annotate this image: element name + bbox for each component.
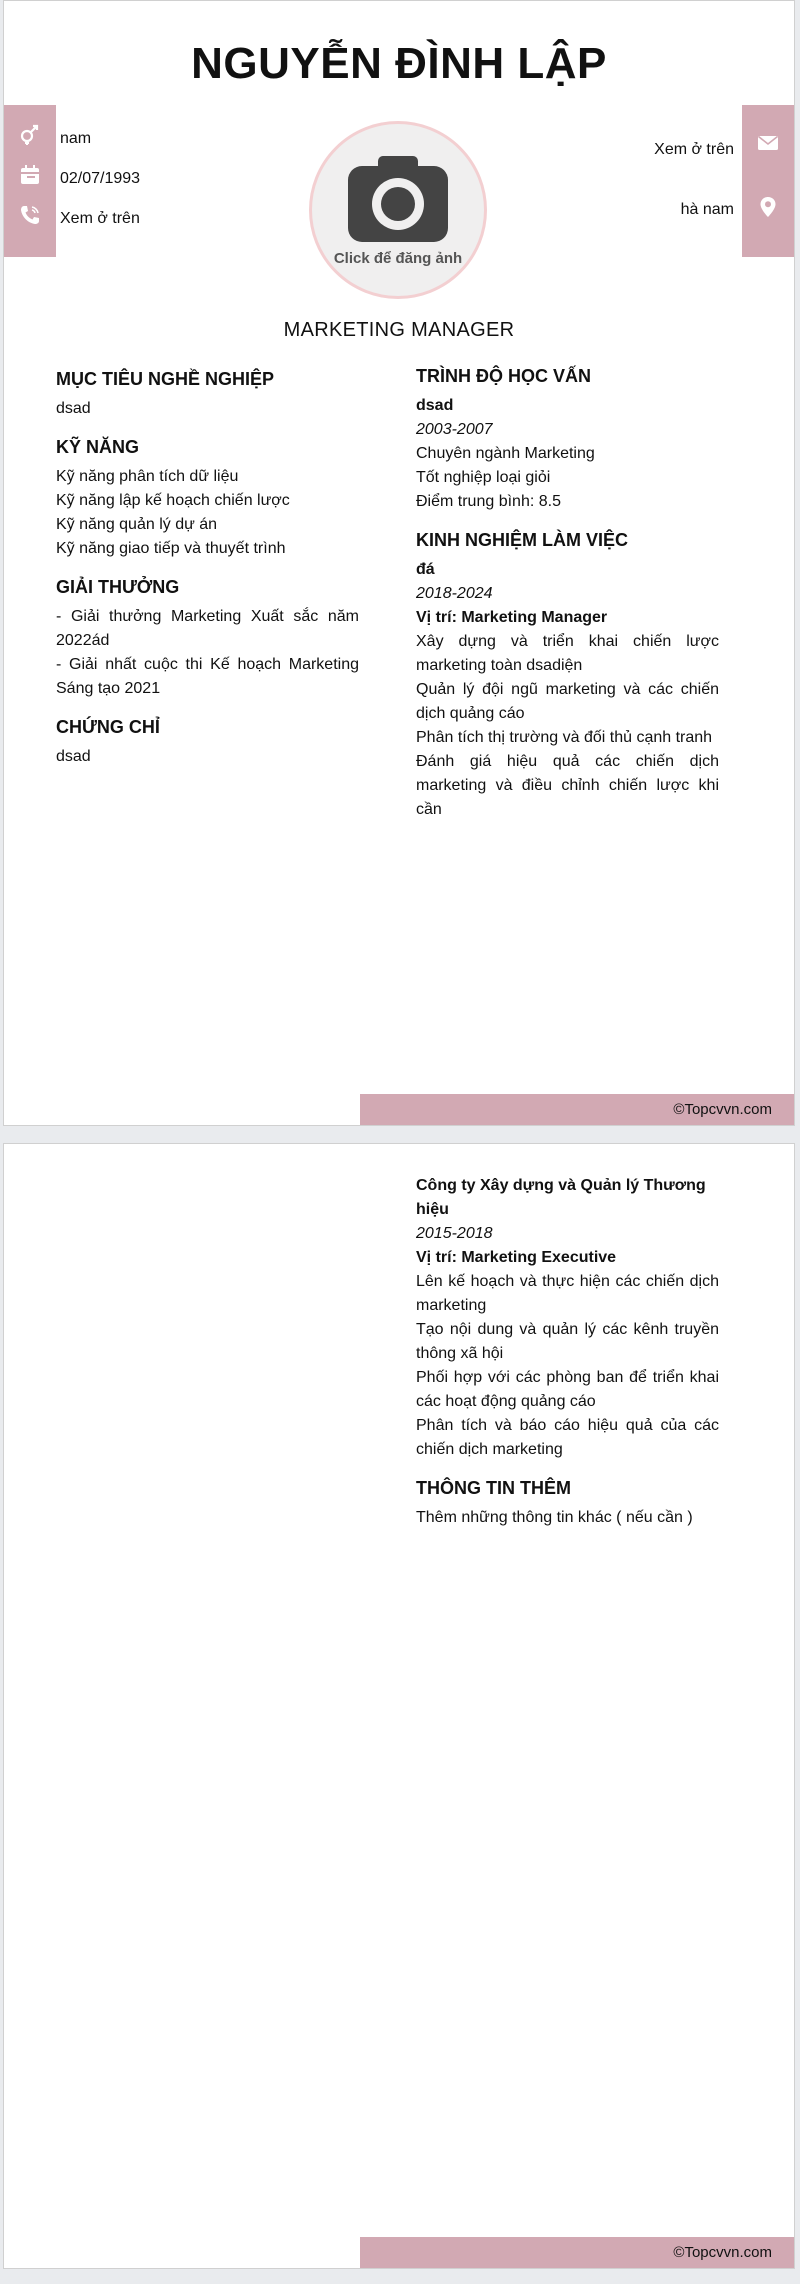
avatar-label: Click để đăng ảnh [333,249,463,267]
job-line[interactable]: Lên kế hoạch và thực hiện các chiến dịch marketing [416,1273,719,1314]
camera-icon [346,154,450,244]
education-line[interactable]: Điểm trung bình: 8.5 [416,493,561,510]
certificates-title: CHỨNG CHỈ [56,717,160,737]
contact-right [654,140,734,260]
address-value[interactable]: hà nam [680,201,734,218]
objective-title: MỤC TIÊU NGHỀ NGHIỆP [56,369,275,389]
job-line[interactable]: Quản lý đội ngũ marketing và các chiến dịch quảng cáo [416,681,719,722]
avatar-upload[interactable] [309,121,487,299]
left-column [56,367,359,769]
job-line[interactable]: Phân tích thị trường và đối thủ cạnh tranh [416,729,713,746]
right-icon-bar [742,105,794,257]
right-column-continued [416,1174,719,1530]
education-school[interactable]: dsad [416,397,454,414]
award-item[interactable]: - Giải thưởng Marketing Xuất sắc năm 2022ád [56,608,359,649]
experience-title: KINH NGHIỆM LÀM VIỆC [416,530,629,550]
contact-left [60,129,140,249]
job-company[interactable]: đá [416,561,435,578]
cv-page-1 [3,0,795,1126]
objective-text[interactable]: dsad [56,400,91,417]
education-line[interactable]: Chuyên ngành Marketing [416,445,595,462]
right-column [416,364,719,822]
education-period[interactable]: 2003-2007 [416,421,493,438]
location-icon [756,195,780,219]
job-period[interactable]: 2015-2018 [416,1225,493,1242]
cv-page-2 [3,1143,795,2269]
job-period[interactable]: 2018-2024 [416,585,493,602]
job-position[interactable]: Vị trí: Marketing Executive [416,1249,617,1266]
skill-item[interactable]: Kỹ năng lập kế hoạch chiến lược [56,492,290,509]
gender-icon [18,123,42,147]
job-line[interactable]: Phối hợp với các phòng ban để triển khai các hoạt động quảng cáo [416,1369,719,1410]
skill-item[interactable]: Kỹ năng quản lý dự án [56,516,218,533]
award-item[interactable]: - Giải nhất cuộc thi Kế hoạch Marketing Sáng tạo 2021 [56,656,359,697]
certificates-text[interactable]: dsad [56,748,91,765]
additional-text[interactable]: Thêm những thông tin khác ( nếu cần ) [416,1509,693,1526]
gender-value[interactable]: nam [60,130,92,147]
awards-title: GIẢI THƯỞNG [56,577,180,597]
additional-title: THÔNG TIN THÊM [416,1478,571,1498]
candidate-name[interactable]: NGUYỄN ĐÌNH LẬP [191,39,607,88]
left-icon-bar [4,105,56,257]
job-title[interactable]: MARKETING MANAGER [283,319,515,341]
education-title: TRÌNH ĐỘ HỌC VẤN [416,366,591,386]
job-position[interactable]: Vị trí: Marketing Manager [416,609,608,626]
job-line[interactable]: Tạo nội dung và quản lý các kênh truyền thông xã hội [416,1321,719,1362]
job-line[interactable]: Xây dựng và triển khai chiến lược marketing toàn dsadiện [416,633,719,674]
phone-icon [18,203,42,227]
skills-title: KỸ NĂNG [56,437,140,457]
education-line[interactable]: Tốt nghiệp loại giỏi [416,469,551,486]
job-line[interactable]: Phân tích và báo cáo hiệu quả của các chiến dịch marketing [416,1417,719,1458]
footer-brand: ©Topcvvn.com [360,2237,794,2268]
job-company[interactable]: Công ty Xây dựng và Quản lý Thương hiệu [416,1177,706,1218]
job-line[interactable]: Đánh giá hiệu quả các chiến dịch marketing và điều chỉnh chiến lược khi cần [416,753,719,818]
footer-brand: ©Topcvvn.com [360,1094,794,1125]
email-value[interactable]: Xem ở trên [654,141,734,158]
calendar-icon [18,163,42,187]
mail-icon [756,131,780,155]
skill-item[interactable]: Kỹ năng giao tiếp và thuyết trình [56,540,286,557]
birthday-value[interactable]: 02/07/1993 [60,170,141,187]
phone-value[interactable]: Xem ở trên [60,210,140,227]
skill-item[interactable]: Kỹ năng phân tích dữ liệu [56,468,239,485]
